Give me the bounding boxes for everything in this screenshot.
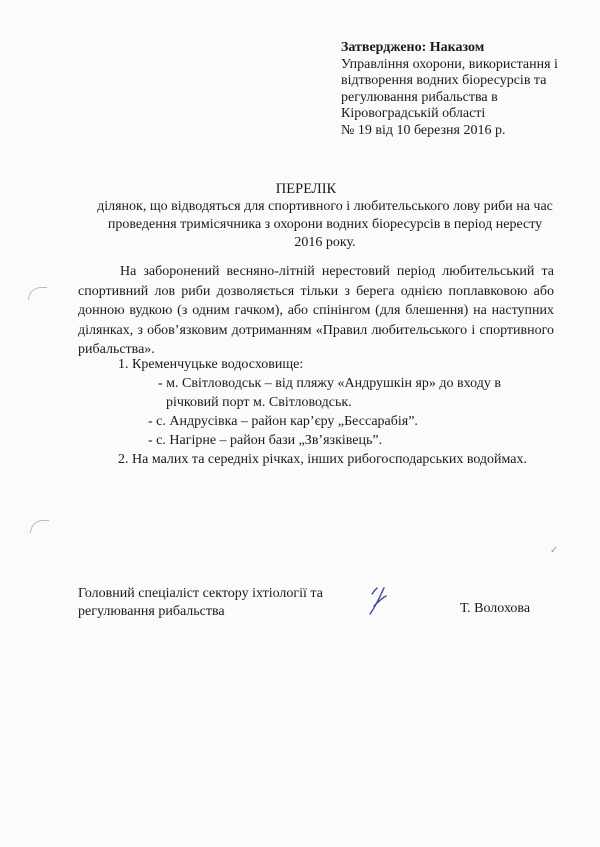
list-subitem: річковий порт м. Світловодськ. xyxy=(166,395,352,410)
main-paragraph xyxy=(78,262,554,360)
signatory-name: Т. Волохова xyxy=(460,601,531,616)
list-item: 1. Кременчуцьке водосховище: xyxy=(118,357,304,372)
approval-line: відтворення водних біоресурсів та xyxy=(341,73,547,88)
handwritten-signature xyxy=(362,580,402,620)
document-subtitle xyxy=(60,198,590,252)
approval-line: Управління охорони, використання і xyxy=(341,56,558,72)
approval-stamp-block xyxy=(341,40,581,139)
paragraph-text: На заборонений весняно-літній нерестовий період любительський та спортивний лов риби дозволяється тільки з берега однією поплавковою або донною вудкою (з одним гачком), або спінінгом (для блешення) на наступних ділянках, з обов’язковим дотриманням «Правил любительського і спортивного рибальства». xyxy=(78,264,554,357)
signatory-position xyxy=(78,585,323,620)
list-subitem: - с. Андрусівка – район кар’єру „Бессарабія”. xyxy=(148,414,418,429)
position-line: Головний спеціаліст сектору іхтіології та xyxy=(78,586,323,601)
subtitle-line: проведення тримісячника з охорони водних біоресурсів в період нересту xyxy=(107,217,543,232)
approval-heading: Затверджено: Наказом xyxy=(341,40,485,55)
subtitle-line: 2016 року. xyxy=(294,235,356,250)
approval-line: регулювання рибальства в xyxy=(341,89,498,105)
scan-mark: ✓ xyxy=(550,545,559,556)
punch-hole-mark xyxy=(30,520,49,533)
list-item: 2. На малих та середніх річках, інших рибогосподарських водоймах. xyxy=(118,452,528,467)
approval-line: № 19 від 10 березня 2016 р. xyxy=(341,122,506,138)
list-subitem: - с. Нагірне – район бази „Зв’язківець”. xyxy=(148,433,383,448)
subtitle-line: ділянок, що відводяться для спортивного і любительського лову риби на час xyxy=(97,199,553,214)
approval-line: Кіровоградській області xyxy=(341,106,486,121)
punch-hole-mark xyxy=(28,287,47,300)
list-subitem: - м. Світловодськ – від пляжу «Андрушкін яр» до входу в xyxy=(158,376,501,391)
document-title: ПЕРЕЛІК xyxy=(275,181,337,197)
position-line: регулювання рибальства xyxy=(78,603,225,619)
